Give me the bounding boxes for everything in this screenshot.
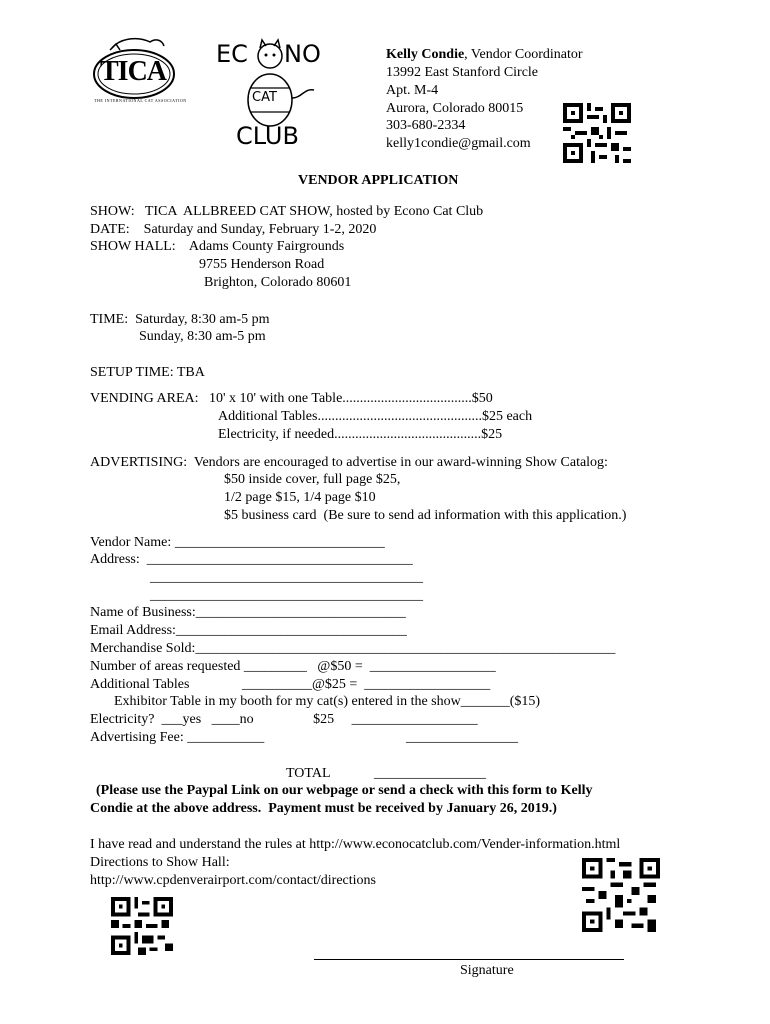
contact-email: kelly1condie@gmail.com [386, 136, 531, 151]
setup-time: SETUP TIME: TBA [90, 365, 205, 380]
page-title: VENDOR APPLICATION [298, 173, 459, 188]
electricity-field[interactable]: Electricity? ___yes ____no $25 __________________ [90, 712, 478, 727]
vending-line2: Additional Tables...............................................$25 each [218, 409, 533, 424]
econo-logo-barrel: CAT [252, 90, 277, 105]
advertising-fee-field[interactable]: Advertising Fee: ___________ [90, 730, 265, 745]
business-name-field[interactable]: Name of Business:______________________________ [90, 605, 406, 620]
contact-role: , Vendor Coordinator [464, 47, 583, 62]
exhibitor-field[interactable]: Exhibitor Table in my booth for my cat(s) entered in the show_______($15) [114, 694, 541, 709]
advertising-line4: $5 business card (Be sure to send ad information with this application.) [224, 508, 627, 523]
total-field[interactable]: ________________ [374, 766, 486, 781]
vending-line1: VENDING AREA: 10' x 10' with one Table.....................................$50 [90, 391, 493, 406]
econo-logo-left: EC [216, 40, 248, 68]
date-line: DATE: Saturday and Sunday, February 1-2, 2020 [90, 222, 377, 237]
payment-note-line1: (Please use the Paypal Link on our webpage or send a check with this form to Kelly [96, 783, 593, 798]
qr-code-left [111, 897, 173, 955]
qr-code-top [563, 103, 631, 163]
advertising-line1: ADVERTISING: Vendors are encouraged to advertise in our award-winning Show Catalog: [90, 455, 608, 470]
directions-url: http://www.cpdenverairport.com/contact/directions [90, 873, 377, 888]
contact-address1: 13992 East Stanford Circle [386, 65, 539, 80]
total-label: TOTAL [286, 766, 331, 781]
contact-name: Kelly Condie [386, 47, 465, 62]
econo-logo-bottom: CLUB [236, 122, 299, 150]
payment-note-line2: Condie at the above address. Payment must be received by January 26, 2019.) [90, 801, 557, 816]
time-line2: Sunday, 8:30 am-5 pm [139, 329, 266, 344]
contact-name-line [386, 46, 583, 64]
tables-field[interactable]: Additional Tables __________@$25 = __________________ [90, 677, 491, 692]
advertising-line2: $50 inside cover, full page $25, [224, 472, 401, 487]
hall-address2: Brighton, Colorado 80601 [204, 275, 352, 290]
hall-address1: 9755 Henderson Road [199, 257, 325, 272]
email-field[interactable]: Email Address:_________________________________ [90, 623, 407, 638]
merchandise-field[interactable]: Merchandise Sold:____________________________________________________________ [90, 641, 616, 656]
advertising-line3: 1/2 page $15, 1/4 page $10 [224, 490, 376, 505]
econo-logo-right: NO [284, 40, 321, 68]
tica-logo-text: TICA [100, 56, 167, 87]
signature-label: Signature [460, 963, 514, 978]
signature-line[interactable] [314, 959, 624, 960]
contact-city: Aurora, Colorado 80015 [386, 101, 524, 116]
advertising-fee-blank[interactable]: ________________ [406, 730, 518, 745]
vending-line3: Electricity, if needed..........................................$25 [218, 427, 503, 442]
areas-field[interactable]: Number of areas requested _________ @$50 = __________________ [90, 659, 496, 674]
hall-line: SHOW HALL: Adams County Fairgrounds [90, 239, 345, 254]
contact-phone: 303-680-2334 [386, 118, 466, 133]
directions-label: Directions to Show Hall: [90, 855, 230, 870]
contact-address2: Apt. M-4 [386, 83, 439, 98]
rules-statement: I have read and understand the rules at http://www.econocatclub.com/Vender-information.html [90, 837, 621, 852]
vendor-name-field[interactable]: Vendor Name: ______________________________ [90, 535, 385, 550]
address-field-cont2[interactable]: _______________________________________ [150, 588, 423, 603]
address-field-cont1[interactable]: _______________________________________ [150, 570, 423, 585]
tica-logo-subtext: THE INTERNATIONAL CAT ASSOCIATION [94, 98, 187, 103]
show-line: SHOW: TICA ALLBREED CAT SHOW, hosted by Econo Cat Club [90, 204, 484, 219]
time-line1: TIME: Saturday, 8:30 am-5 pm [90, 312, 270, 327]
address-field[interactable]: Address: ______________________________________ [90, 552, 413, 567]
qr-code-right [582, 858, 660, 932]
